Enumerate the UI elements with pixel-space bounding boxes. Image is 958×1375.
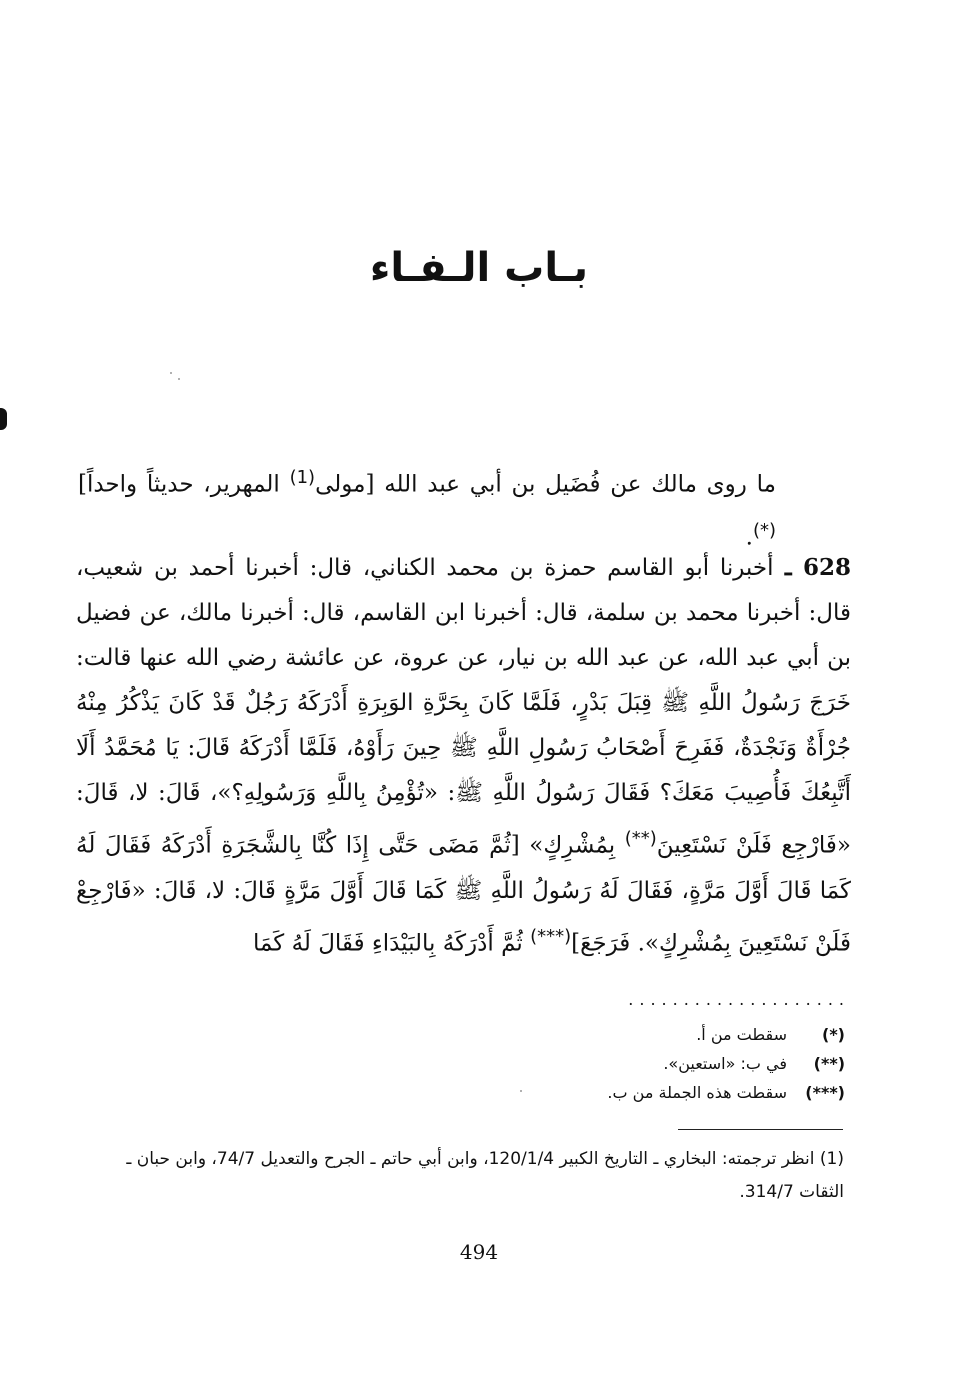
hadith-text-a: أخبرنا أبو القاسم حمزة بن محمد الكناني، قال: أخبرنا أحمد بن شعيب، قال: أخبرنا محمد بن سلمة، قال: أخبرنا ابن القاسم، قال: أخبرنا مالك، عن فضيل بن أبي عبد الله، عن عبد الله بن نيار، عن عروة، عن عائشة رضي الله عنها قالت: خَرَجَ رَسُولُ اللَّهِ ﷺ قِبَلَ بَدْرٍ، فَلَمَّا كَانَ بِحَرَّةِ الوَبِرَةِ أَدْرَكَهُ رَجُلٌ قَدْ كَانَ يَذْكُرُ مِنْهُ جُرْأَةٌ وَنَجْدَةٌ، فَفَرِحَ أَصْحَابُ رَسُولِ اللَّهِ ﷺ حِينَ رَأَوْهُ، فَلَمَّا أَدْرَكَهُ قَالَ: يَا مُحَمَّدُ أَلَا أَتَّبِعُكَ فَأُصِيبَ مَعَكَ؟ فَقَالَ رَسُولُ اللَّهِ ﷺ: «تُؤْمِنُ بِاللَّهِ وَرَسُولِهِ؟»، قَالَ: لا، قَالَ: «فَارْجِع فَلَنْ نَسْتَعِينَ xyxy=(76,555,851,859)
scan-speck xyxy=(170,372,172,374)
variant-note-text: سقطت من أ. xyxy=(696,1025,787,1044)
page-number: 494 xyxy=(459,1240,499,1264)
variant-ref[interactable]: (*) xyxy=(752,519,776,541)
hadith-dash: ـ xyxy=(773,554,803,581)
variant-notes xyxy=(445,1020,845,1107)
hadith-text-c: ثُمَّ أَدْرَكَهُ بِالبَيْدَاءِ فَقَالَ لَهُ كَمَا xyxy=(253,930,531,957)
variant-note-text: في ب: «استعين». xyxy=(663,1054,787,1073)
intro-text: ما روى مالك عن فُضَيل بن أبي عبد الله [مولى xyxy=(315,471,776,498)
variant-note xyxy=(445,1078,845,1107)
variant-note-text: سقطت هذه الجملة من ب. xyxy=(607,1083,787,1102)
variant-ref-2[interactable]: (**) xyxy=(624,828,657,849)
hadith-paragraph xyxy=(76,545,851,966)
hadith-number: 628 xyxy=(802,554,851,581)
continuation-dots: .................... xyxy=(628,990,850,1009)
chapter-heading: بـاب الـفـاء xyxy=(369,245,589,291)
intro-text-2: المهرير، حديثاً واحداً] xyxy=(78,471,290,498)
variant-ref-3[interactable]: (***) xyxy=(530,925,572,947)
footnote-divider xyxy=(678,1129,843,1130)
variant-note-mark: (**) xyxy=(813,1054,845,1073)
scan-edge-mark xyxy=(0,408,7,430)
variant-note-mark: (***) xyxy=(805,1083,845,1102)
footnote: (1) انظر ترجمته: البخاري ـ التاريخ الكبير 120/1/4، وابن أبي حاتم ـ الجرح والتعديل 74/7، وابن حبان ـ الثقات 314/7. xyxy=(126,1149,844,1202)
variant-note xyxy=(445,1049,845,1078)
variant-note-mark: (*) xyxy=(822,1025,845,1044)
variant-note xyxy=(445,1020,845,1049)
hadith-text-b: بِمُشْرِكٍ» [ثُمَّ مَضَى حَتَّى إِذَا كُنَّا بِالشَّجَرَةِ أَدْرَكَهُ فَقَالَ لَهُ كَمَا قَالَ أَوَّلَ مَرَّةٍ، فَقَالَ لَهُ رَسُولُ اللَّهِ ﷺ كَمَا قَالَ أَوَّلَ مَرَّةٍ قَالَ: لا، قَالَ: «فَارْجِعْ فَلَنْ نَسْتَعِينَ بِمُشْرِكٍ». فَرَجَعَ] xyxy=(76,832,851,957)
scan-speck xyxy=(178,378,180,380)
intro-end: . xyxy=(745,524,753,551)
footnote-ref[interactable]: (1) xyxy=(289,467,316,488)
